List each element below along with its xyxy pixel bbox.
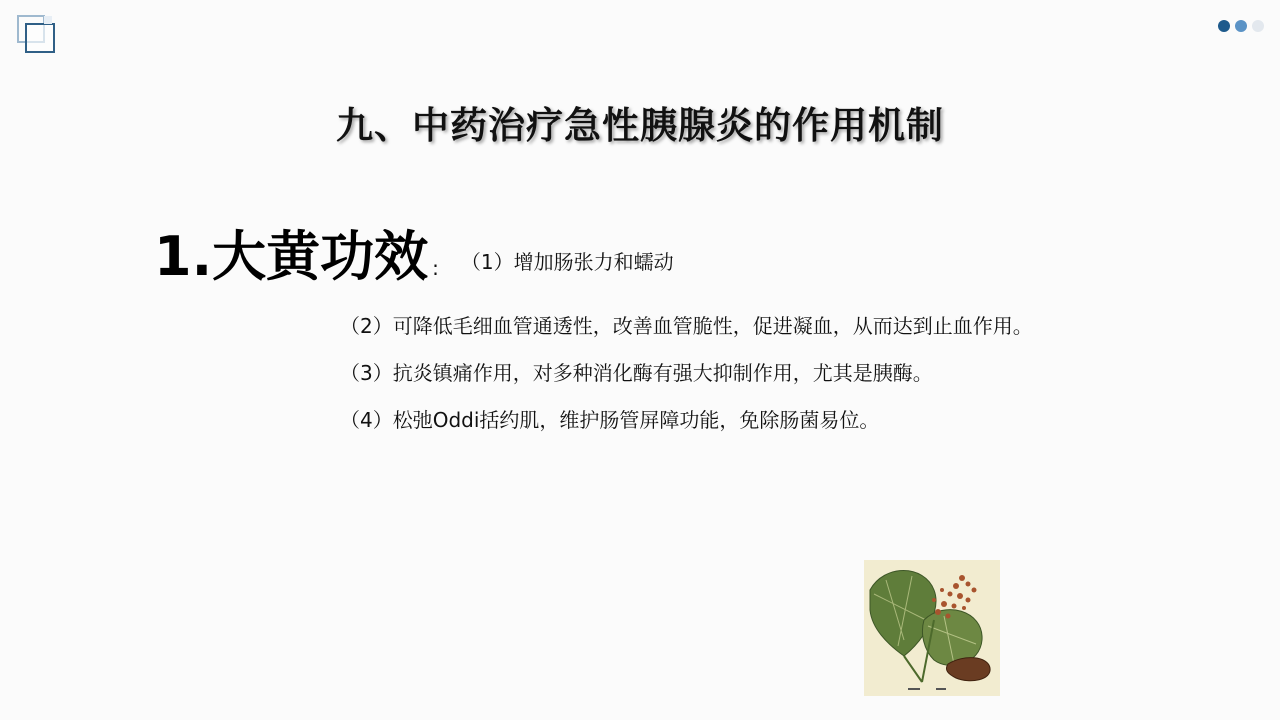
- dot-dark: [1218, 20, 1230, 32]
- list-item-1: （1）增加肠张力和蠕动: [460, 250, 674, 274]
- slide-title: 九、中药治疗急性胰腺炎的作用机制: [336, 104, 944, 147]
- rhubarb-drawing: [864, 560, 1000, 696]
- section-heading: 1.大黄功效: [154, 225, 429, 288]
- overlapping-squares-icon: [16, 14, 60, 58]
- section-header: [154, 222, 674, 292]
- section-colon: :: [432, 256, 439, 280]
- pagination-dots: [1218, 20, 1266, 32]
- dot-medium: [1235, 20, 1247, 32]
- dot-light: [1252, 20, 1264, 32]
- list-item-4: （4）松弛Oddi括约肌，维护肠管屏障功能，免除肠菌易位。: [340, 408, 880, 432]
- rhubarb-illustration: [864, 560, 1000, 696]
- list-item-2: （2）可降低毛细血管通透性，改善血管脆性，促进凝血，从而达到止血作用。: [340, 314, 1033, 338]
- list-item-3: （3）抗炎镇痛作用，对多种消化酶有强大抑制作用，尤其是胰酶。: [340, 361, 933, 385]
